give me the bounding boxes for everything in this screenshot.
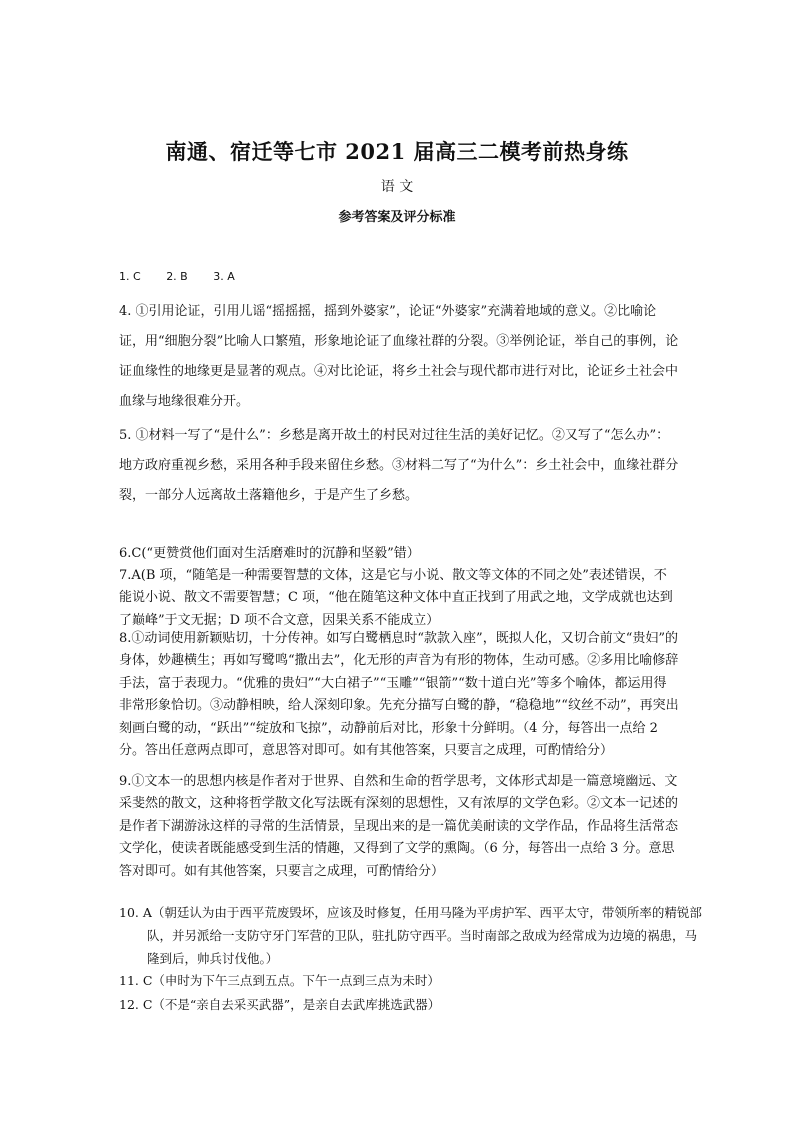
- answer-q5: 5. ①材料一写了“是什么”：乡愁是离开故土的村民对过往生活的美好记忆。②又写了“怎么办”：地方政府重视乡愁，采用各种手段来留住乡愁。③材料二写了“为什么”：乡土社会中，血缘社群分裂，一部分人远离故土落籍他乡，于是产生了乡愁。: [119, 428, 679, 503]
- subject-label: 语 文: [380, 179, 414, 195]
- page-title: 南通、宿迁等七市 2021 届高三二模考前热身练: [165, 139, 629, 164]
- answer-q1: 1. C: [119, 270, 141, 283]
- answer-q11: 11. C（申时为下午三点到五点。下午一点到三点为未时）: [119, 973, 440, 988]
- answer-q9: 9.①文本一的思想内核是作者对于世界、自然和生命的哲学思考，文体形式却是一篇意境幽远、文采斐然的散文，这种将哲学散文化写法既有深刻的思想性，又有浓厚的文学色彩。②文本一记述的是作者下湖游泳这样的寻常的生活情景，呈现出来的是一篇优美耐读的文学作品，作品将生活常态文学化，使读者既能感受到生活的情趣，又得到了文学的熏陶。（6 分，每答出一点给 3 分。意思答对即可。如有其他答案，只要言之成理，可酌情给分）: [119, 774, 679, 879]
- answer-key-subtitle: 参考答案及评分标准: [338, 210, 456, 225]
- answer-q6: 6.C(“更赞赏他们面对生活磨难时的沉静和坚毅”错）: [119, 546, 420, 561]
- answer-q3: 3. A: [213, 270, 235, 283]
- answer-q8: 8.①动词使用新颖贴切，十分传神。如写白鹭栖息时“款款入座”，既拟人化，又切合前文“贵妇”的身体，妙趣横生；再如写鹭鸣“撒出去”，化无形的声音为有形的物体，生动可感。②多用比喻修辞手法，富于表现力。“优雅的贵妇”“大白裙子”“玉雕”“银箭”“数十道白光”等多个喻体，都运用得非常形象恰切。③动静相映，给人深刻印象。先充分描写白鹭的静，“稳稳地”“纹丝不动”，再突出刻画白鹭的动，“跃出”“绽放和飞掠”，动静前后对比，形象十分鲜明。（4 分，每答出一点给 2 分。答出任意两点即可，意思答对即可。如有其他答案，只要言之成理，可酌情给分）: [119, 631, 679, 759]
- multiple-choice-answers: [119, 270, 679, 283]
- answer-q4: 4. ①引用论证，引用儿谣“摇摇摇，摇到外婆家”，论证“外婆家”充满着地域的意义。②比喻论证，用“细胞分裂”比喻人口繁殖，形象地论证了血缘社群的分裂。③举例论证，举自己的事例，论证血缘性的地缘更是显著的观点。④对比论证，将乡土社会与现代都市进行对比，论证乡土社会中血缘与地缘很难分开。: [119, 304, 679, 409]
- answer-q12: 12. C（不是“亲自去采买武器”，是亲自去武库挑选武器）: [119, 997, 441, 1012]
- answer-q7: 7.A(B 项，“随笔是一种需要智慧的文体，这是它与小说、散文等文体的不同之处”表述错误，不能说小说、散文不需要智慧；C 项，“他在随笔这种文体中直正找到了用武之地，文学成就也达到了巅峰”于文无据；D 项不合文意，因果关系不能成立）: [119, 568, 673, 628]
- answer-q2: 2. B: [166, 270, 188, 283]
- answer-q10: 10. A（朝廷认为由于西平荒废毁坏，应该及时修复，任用马隆为平虏护军、西平太守，带领所率的精锐部队，并另派给一支防守牙门军营的卫队，驻扎防守西平。当时南部之敌成为经常成为边境的祸患，马隆到后，帅兵讨伐他。）: [119, 905, 702, 966]
